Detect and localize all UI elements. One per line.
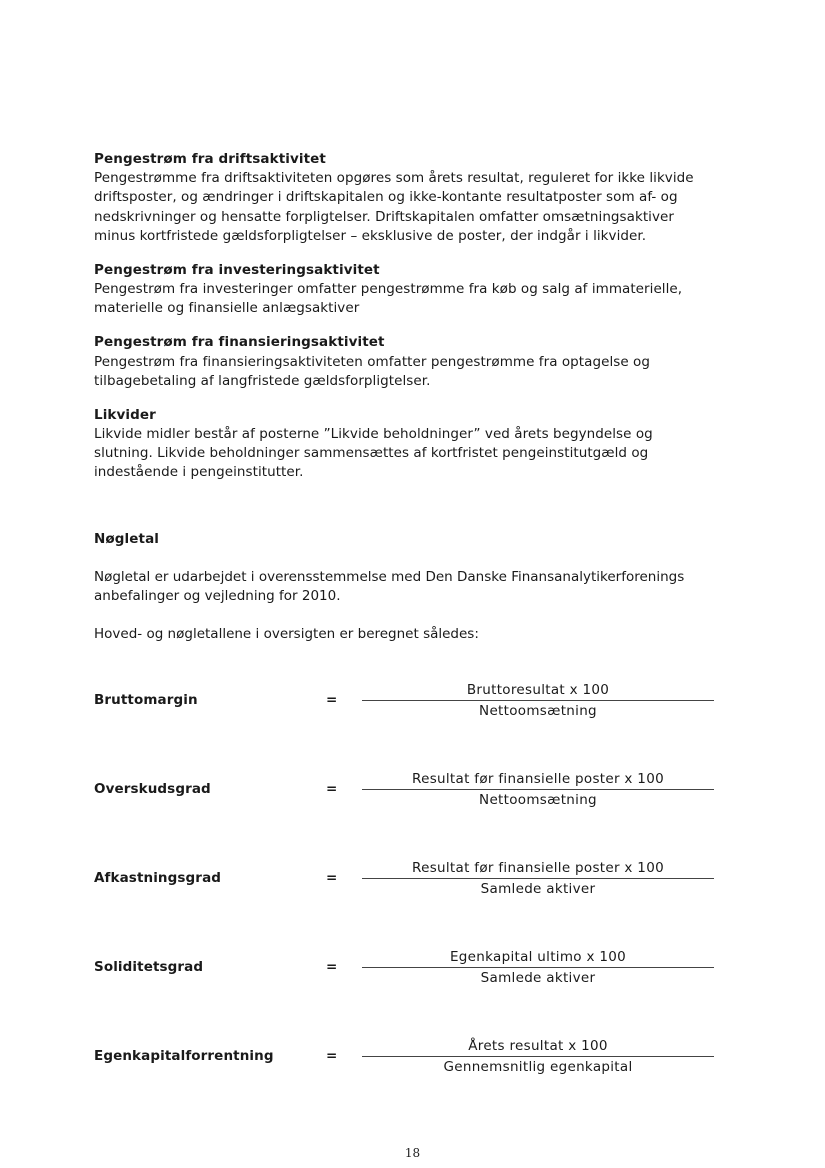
fraction-numerator: Resultat før finansielle poster x 100 bbox=[362, 860, 714, 879]
noegletal-subintro: Hoved- og nøgletallene i oversigten er beregnet således: bbox=[94, 625, 479, 642]
equals-sign: = bbox=[326, 691, 338, 708]
equals-sign: = bbox=[326, 869, 338, 886]
document-body bbox=[94, 150, 714, 644]
ratio-name: Overskudsgrad bbox=[94, 780, 211, 797]
fraction-denominator: Nettoomsætning bbox=[479, 792, 597, 808]
fraction-denominator: Samlede aktiver bbox=[480, 881, 596, 897]
ratio-row bbox=[94, 744, 714, 833]
ratio-fraction bbox=[362, 1036, 714, 1075]
ratio-name: Bruttomargin bbox=[94, 691, 198, 708]
section-likvider bbox=[94, 406, 714, 483]
ratio-fraction bbox=[362, 680, 714, 719]
fraction-numerator: Årets resultat x 100 bbox=[362, 1038, 714, 1057]
fraction-denominator: Samlede aktiver bbox=[480, 970, 596, 986]
ratio-fraction bbox=[362, 947, 714, 986]
ratio-row bbox=[94, 1011, 714, 1100]
ratio-name: Afkastningsgrad bbox=[94, 869, 222, 886]
ratio-formula-table bbox=[94, 655, 714, 1100]
ratio-name: Egenkapitalforrentning bbox=[94, 1047, 274, 1064]
section-heading: Pengestrøm fra finansieringsaktivitet bbox=[94, 334, 385, 351]
section-pengestrom-finansieringsaktivitet bbox=[94, 333, 714, 391]
fraction-numerator: Bruttoresultat x 100 bbox=[362, 682, 714, 701]
noegletal-heading: Nøgletal bbox=[94, 530, 160, 547]
equals-sign: = bbox=[326, 1047, 338, 1064]
section-pengestrom-investeringsaktivitet bbox=[94, 261, 714, 319]
section-heading: Pengestrøm fra investeringsaktivitet bbox=[94, 261, 380, 278]
section-paragraph: Pengestrøm fra finansieringsaktiviteten omfatter pengestrømme fra optagelse og tilbagebetaling af langfristede gældsforpligtelser. bbox=[94, 353, 650, 389]
section-paragraph: Likvide midler består af posterne ”Likvide beholdninger” ved årets begyndelse og slutning. Likvide beholdninger sammensættes af kortfristet pengeinstitutgæld og indestående i pengeinstitutter. bbox=[94, 426, 653, 481]
ratio-fraction bbox=[362, 858, 714, 897]
section-paragraph: Pengestrøm fra investeringer omfatter pengestrømme fra køb og salg af immaterielle, materielle og finansielle anlægsaktiver bbox=[94, 281, 683, 317]
fraction-numerator: Egenkapital ultimo x 100 bbox=[362, 949, 714, 968]
ratio-row bbox=[94, 922, 714, 1011]
equals-sign: = bbox=[326, 780, 338, 797]
fraction-numerator: Resultat før finansielle poster x 100 bbox=[362, 771, 714, 790]
section-noegletal bbox=[94, 531, 714, 644]
fraction-denominator: Nettoomsætning bbox=[479, 703, 597, 719]
section-pengestrom-driftsaktivitet bbox=[94, 150, 714, 246]
equals-sign: = bbox=[326, 958, 338, 975]
ratio-name: Soliditetsgrad bbox=[94, 958, 204, 975]
section-heading: Likvider bbox=[94, 406, 156, 423]
noegletal-intro: Nøgletal er udarbejdet i overensstemmelse med Den Danske Finansanalytikerforenings anbefalinger og vejledning for 2010. bbox=[94, 568, 685, 604]
section-heading: Pengestrøm fra driftsaktivitet bbox=[94, 151, 326, 167]
ratio-fraction bbox=[362, 769, 714, 808]
section-paragraph: Pengestrømme fra driftsaktiviteten opgøres som årets resultat, reguleret for ikke likvide driftsposter, og ændringer i driftskapitalen og ikke-kontante resultatposter som af- og nedskrivninger og hensatte forpligtelser. Driftskapitalen omfatter omsætningsaktiver minus kortfristede gældsforpligtelser – eksklusive de poster, der indgår i likvider. bbox=[94, 170, 694, 244]
ratio-row bbox=[94, 655, 714, 744]
ratio-row bbox=[94, 833, 714, 922]
fraction-denominator: Gennemsnitlig egenkapital bbox=[443, 1059, 633, 1075]
page-number: 18 bbox=[404, 1146, 421, 1160]
